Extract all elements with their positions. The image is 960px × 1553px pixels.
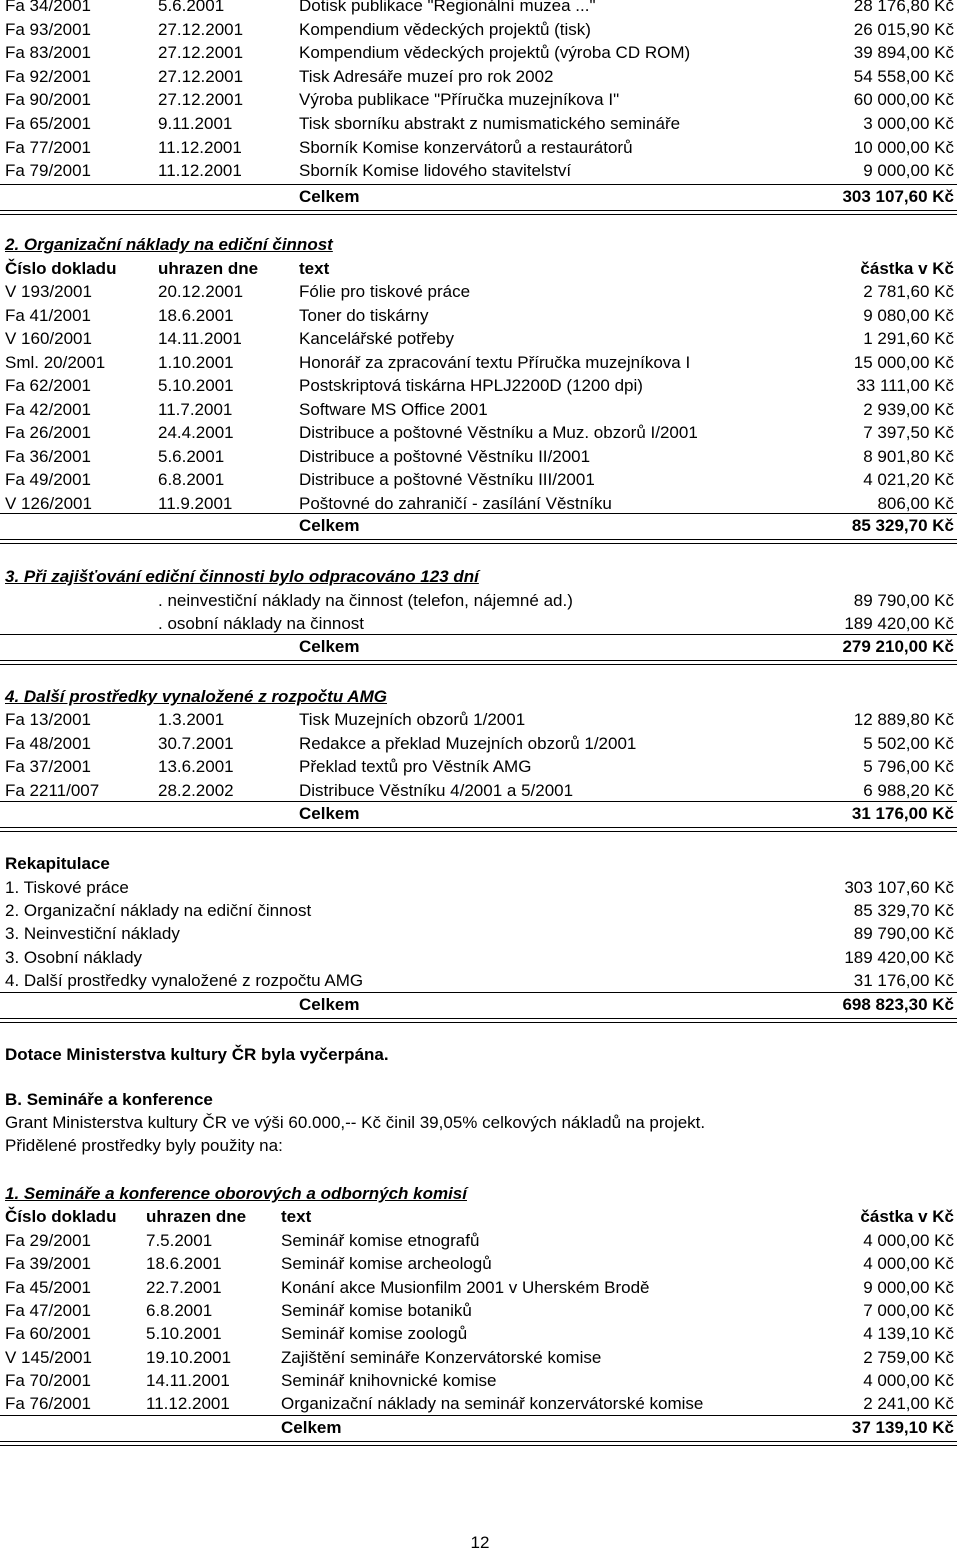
item-text: Dotisk publikace "Regionální muzea ..."	[299, 0, 596, 15]
amount: 5 502,00 Kč	[863, 733, 954, 753]
col-doc: Číslo dokladu	[5, 1207, 117, 1226]
item-text: Organizační náklady na seminář konzervátorské komise	[281, 1394, 704, 1414]
amount: 7 000,00 Kč	[863, 1300, 954, 1320]
recap-row	[0, 946, 960, 969]
item-text: Tisk sborníku abstrakt z numismatického semináře	[299, 114, 681, 133]
paid-date: 24.4.2001	[158, 423, 234, 442]
item-text: Seminář knihovnické komise	[281, 1370, 497, 1390]
amount: 2 939,00 Kč	[863, 399, 954, 419]
amount: 1 291,60 Kč	[863, 329, 954, 348]
doc-number: Fa 13/2001	[5, 710, 92, 729]
section-heading	[0, 233, 960, 256]
doc-number: Fa 47/2001	[5, 1300, 92, 1320]
table-row	[0, 1252, 960, 1275]
col-doc: Číslo dokladu	[5, 259, 117, 278]
amount: 189 420,00 Kč	[844, 614, 954, 633]
paid-date: 9.11.2001	[158, 114, 233, 133]
recap-text: 1. Tiskové práce	[5, 878, 129, 897]
paid-date: 20.12.2001	[158, 282, 244, 301]
total-amount: 698 823,30 Kč	[842, 995, 954, 1014]
doc-number: Fa 34/2001	[5, 0, 92, 15]
total-label: Celkem	[281, 1418, 342, 1437]
doc-number: Sml. 20/2001	[5, 352, 106, 372]
doc-number: Fa 92/2001	[5, 66, 92, 86]
item-text: Postskriptová tiskárna HPLJ2200D (1200 dpi)	[299, 376, 643, 395]
table-row	[0, 41, 960, 64]
table-row	[0, 398, 960, 421]
section-title: 4. Další prostředky vynaložené z rozpočtu AMG	[5, 687, 387, 706]
amount: 6 988,20 Kč	[863, 780, 954, 800]
col-date: uhrazen dne	[146, 1207, 247, 1226]
total-row	[0, 802, 960, 825]
total-amount: 37 139,10 Kč	[851, 1418, 954, 1437]
table-row	[0, 159, 960, 182]
doc-number: V 145/2001	[5, 1347, 92, 1367]
table-row	[0, 421, 960, 444]
paid-date: 27.12.2001	[158, 66, 244, 86]
amount: 4 000,00 Kč	[863, 1254, 954, 1274]
recap-text: 2. Organizační náklady na ediční činnost	[5, 901, 312, 921]
recap-row	[0, 969, 960, 992]
recap-amount: 85 329,70 Kč	[853, 901, 954, 921]
recap-amount: 89 790,00 Kč	[853, 924, 954, 944]
item-text: Seminář komise botaniků	[281, 1300, 472, 1320]
amount: 4 139,10 Kč	[863, 1324, 954, 1344]
total-label: Celkem	[299, 637, 360, 656]
table-row	[0, 732, 960, 755]
item-text: Kompendium vědeckých projektů (tisk)	[299, 19, 591, 39]
amount: 2 781,60 Kč	[863, 282, 954, 301]
paid-date: 1.10.2001	[158, 352, 234, 372]
paid-date: 11.9.2001	[158, 493, 233, 513]
table-row	[0, 492, 960, 515]
table-row	[0, 88, 960, 111]
amount: 10 000,00 Kč	[853, 137, 954, 157]
table-row	[0, 1392, 960, 1415]
item-text: Kancelářské potřeby	[299, 329, 454, 348]
paid-date: 30.7.2001	[158, 733, 234, 753]
doc-number: Fa 29/2001	[5, 1231, 92, 1250]
amount: 5 796,00 Kč	[863, 757, 954, 776]
doc-number: Fa 49/2001	[5, 470, 92, 489]
total-row	[0, 514, 960, 537]
sectionB-para	[0, 1134, 960, 1157]
table-row	[0, 445, 960, 468]
item-text: Distribuce a poštovné Věstníku a Muz. obzorů I/2001	[299, 423, 698, 442]
total-row	[0, 635, 960, 658]
divider-line	[0, 539, 957, 544]
amount: 2 241,00 Kč	[863, 1394, 954, 1414]
table-row	[0, 755, 960, 778]
item-text: Překlad textů pro Věstník AMG	[299, 757, 532, 776]
amount: 2 759,00 Kč	[863, 1347, 954, 1367]
doc-number: Fa 45/2001	[5, 1277, 92, 1297]
recap-amount: 31 176,00 Kč	[853, 970, 954, 990]
table-row	[0, 468, 960, 491]
total-amount: 31 176,00 Kč	[851, 804, 954, 823]
amount: 28 176,80 Kč	[853, 0, 954, 15]
paid-date: 7.5.2001	[146, 1231, 213, 1250]
recap-title: Rekapitulace	[5, 854, 110, 873]
divider-line	[0, 1018, 957, 1023]
item-text: Tisk Adresáře muzeí pro rok 2002	[299, 66, 554, 86]
item-text: Tisk Muzejních obzorů 1/2001	[299, 710, 526, 729]
doc-number: Fa 42/2001	[5, 399, 92, 419]
recap-row	[0, 922, 960, 945]
table-row	[0, 612, 960, 635]
amount: 89 790,00 Kč	[853, 591, 954, 610]
sectionB-heading	[0, 1088, 960, 1111]
amount: 9 000,00 Kč	[863, 1277, 954, 1297]
paid-date: 28.2.2002	[158, 780, 234, 800]
amount: 4 000,00 Kč	[863, 1370, 954, 1390]
column-header	[0, 1205, 960, 1228]
paid-date: 6.8.2001	[146, 1300, 213, 1320]
table-row	[0, 1229, 960, 1252]
total-amount: 279 210,00 Kč	[842, 637, 954, 656]
section-title: 1. Semináře a konference oborových a odborných komisí	[5, 1184, 467, 1203]
table-row	[0, 1322, 960, 1345]
paid-date: 5.6.2001	[158, 0, 225, 15]
amount: 9 000,00 Kč	[863, 161, 954, 181]
paid-date: 18.6.2001	[146, 1254, 222, 1274]
paid-date: 5.10.2001	[158, 376, 234, 395]
recap-amount: 189 420,00 Kč	[844, 947, 954, 967]
table-row	[0, 280, 960, 303]
table-row	[0, 374, 960, 397]
amount: 4 021,20 Kč	[863, 470, 954, 489]
item-text: Poštovné do zahraničí - zasílání Věstníku	[299, 493, 612, 513]
paid-date: 1.3.2001	[158, 710, 225, 729]
doc-number: Fa 26/2001	[5, 423, 92, 442]
total-amount: 85 329,70 Kč	[851, 516, 954, 535]
item-text: Výroba publikace "Příručka muzejníkova I"	[299, 90, 620, 110]
table-row	[0, 1276, 960, 1299]
paid-date: 11.12.2001	[158, 137, 242, 157]
col-text: text	[299, 259, 330, 278]
table-row	[0, 1369, 960, 1392]
dotace-text: Dotace Ministerstva kultury ČR byla vyčerpána.	[5, 1045, 389, 1064]
paid-date: 22.7.2001	[146, 1277, 222, 1297]
col-text: text	[281, 1207, 312, 1226]
recap-text: 3. Osobní náklady	[5, 947, 143, 967]
table-row	[0, 351, 960, 374]
section-heading	[0, 565, 960, 588]
doc-number: Fa 2211/007	[5, 780, 100, 800]
paid-date: 27.12.2001	[158, 90, 244, 110]
item-text: . osobní náklady na činnost	[158, 614, 365, 633]
recap-amount: 303 107,60 Kč	[844, 878, 954, 897]
amount: 15 000,00 Kč	[853, 352, 954, 372]
doc-number: Fa 70/2001	[5, 1370, 92, 1390]
amount: 7 397,50 Kč	[863, 423, 954, 442]
total-row	[0, 993, 960, 1016]
dotace-note	[0, 1043, 960, 1066]
table-row	[0, 0, 960, 17]
doc-number: Fa 36/2001	[5, 446, 92, 466]
item-text: Distribuce a poštovné Věstníku III/2001	[299, 470, 595, 489]
total-row	[0, 1416, 960, 1439]
item-text: Honorář za zpracování textu Příručka muzejníkova I	[299, 352, 691, 372]
item-text: Seminář komise zoologů	[281, 1324, 468, 1344]
paid-date: 27.12.2001	[158, 19, 244, 39]
paid-date: 5.6.2001	[158, 446, 225, 466]
item-text: Sborník Komise konzervátorů a restaurátorů	[299, 137, 633, 157]
amount: 9 080,00 Kč	[863, 305, 954, 325]
doc-number: Fa 76/2001	[5, 1394, 92, 1414]
table-row	[0, 1299, 960, 1322]
doc-number: Fa 93/2001	[5, 19, 92, 39]
paid-date: 11.7.2001	[158, 399, 233, 419]
amount: 12 889,80 Kč	[853, 710, 954, 729]
item-text: Konání akce Musionfilm 2001 v Uherském Brodě	[281, 1277, 650, 1297]
paid-date: 6.8.2001	[158, 470, 225, 489]
paid-date: 5.10.2001	[146, 1324, 222, 1344]
amount: 26 015,90 Kč	[853, 19, 954, 39]
item-text: Zajištění semináře Konzervátorské komise	[281, 1347, 602, 1367]
col-amount: částka v Kč	[860, 1207, 954, 1226]
table-row	[0, 136, 960, 159]
item-text: Distribuce a poštovné Věstníku II/2001	[299, 446, 591, 466]
item-text: Sborník Komise lidového stavitelství	[299, 161, 572, 181]
doc-number: Fa 60/2001	[5, 1324, 92, 1344]
table-row	[0, 65, 960, 88]
doc-number: Fa 65/2001	[5, 114, 92, 133]
column-header	[0, 257, 960, 280]
page-number: 12	[470, 1533, 490, 1552]
item-text: Fólie pro tiskové práce	[299, 282, 471, 301]
amount: 33 111,00 Kč	[856, 376, 954, 395]
doc-number: Fa 62/2001	[5, 376, 92, 395]
amount: 54 558,00 Kč	[853, 66, 954, 86]
amount: 8 901,80 Kč	[863, 446, 954, 466]
table-row	[0, 304, 960, 327]
sectionB-paragraph-1: Grant Ministerstva kultury ČR ve výši 60.000,-- Kč činil 39,05% celkových nákladů na projekt.	[5, 1113, 706, 1132]
table-row	[0, 112, 960, 135]
amount: 60 000,00 Kč	[853, 90, 954, 110]
doc-number: V 193/2001	[5, 282, 92, 301]
doc-number: Fa 79/2001	[5, 161, 92, 181]
paid-date: 14.11.2001	[158, 329, 242, 348]
doc-number: V 160/2001	[5, 329, 92, 348]
total-label: Celkem	[299, 804, 360, 823]
paid-date: 18.6.2001	[158, 305, 234, 325]
total-label: Celkem	[299, 516, 360, 535]
section-heading	[0, 1182, 960, 1205]
total-label: Celkem	[299, 187, 360, 206]
divider-line	[0, 827, 957, 832]
item-text: Kompendium vědeckých projektů (výroba CD ROM)	[299, 43, 691, 63]
doc-number: Fa 48/2001	[5, 733, 92, 753]
sectionB-paragraph-2: Přidělené prostředky byly použity na:	[5, 1136, 283, 1155]
doc-number: Fa 39/2001	[5, 1254, 92, 1274]
divider-line	[0, 660, 957, 665]
paid-date: 11.12.2001	[158, 161, 242, 181]
table-row	[0, 779, 960, 802]
doc-number: Fa 41/2001	[5, 305, 92, 325]
table-row	[0, 708, 960, 731]
item-text: Toner do tiskárny	[299, 305, 429, 325]
item-text: Software MS Office 2001	[299, 399, 488, 419]
paid-date: 27.12.2001	[158, 43, 244, 63]
section-heading	[0, 685, 960, 708]
paid-date: 14.11.2001	[146, 1370, 230, 1390]
doc-number: Fa 77/2001	[5, 137, 92, 157]
col-amount: částka v Kč	[860, 259, 954, 278]
divider-line	[0, 210, 957, 215]
item-text: Distribuce Věstníku 4/2001 a 5/2001	[299, 780, 574, 800]
total-row	[0, 185, 960, 208]
recap-text: 3. Neinvestiční náklady	[5, 924, 180, 944]
recap-row	[0, 876, 960, 899]
doc-number: Fa 83/2001	[5, 43, 92, 63]
item-text: Redakce a překlad Muzejních obzorů 1/2001	[299, 733, 637, 753]
section-title: 3. Při zajišťování ediční činnosti bylo odpracováno 123 dní	[5, 567, 479, 586]
total-amount: 303 107,60 Kč	[842, 187, 954, 206]
amount: 3 000,00 Kč	[863, 114, 954, 133]
amount: 39 894,00 Kč	[853, 43, 954, 63]
section-title: 2. Organizační náklady na ediční činnost	[5, 235, 333, 254]
paid-date: 11.12.2001	[146, 1394, 230, 1414]
table-row	[0, 589, 960, 612]
table-row	[0, 327, 960, 350]
sectionB-title: B. Semináře a konference	[5, 1090, 213, 1109]
doc-number: Fa 37/2001	[5, 757, 92, 776]
paid-date: 19.10.2001	[146, 1347, 232, 1367]
total-label: Celkem	[299, 995, 360, 1014]
recap-row	[0, 899, 960, 922]
doc-number: V 126/2001	[5, 493, 92, 513]
item-text: Seminář komise etnografů	[281, 1231, 480, 1250]
amount: 806,00 Kč	[877, 493, 954, 513]
table-row	[0, 1346, 960, 1369]
col-date: uhrazen dne	[158, 259, 259, 278]
item-text: Seminář komise archeologů	[281, 1254, 492, 1274]
doc-number: Fa 90/2001	[5, 90, 92, 110]
recap-text: 4. Další prostředky vynaložené z rozpočtu AMG	[5, 970, 364, 990]
divider-line	[0, 1441, 957, 1446]
item-text: . neinvestiční náklady na činnost (telefon, nájemné ad.)	[158, 591, 573, 610]
amount: 4 000,00 Kč	[863, 1231, 954, 1250]
paid-date: 13.6.2001	[158, 757, 234, 776]
sectionB-para	[0, 1111, 960, 1134]
recap-heading	[0, 852, 960, 875]
table-row	[0, 18, 960, 41]
